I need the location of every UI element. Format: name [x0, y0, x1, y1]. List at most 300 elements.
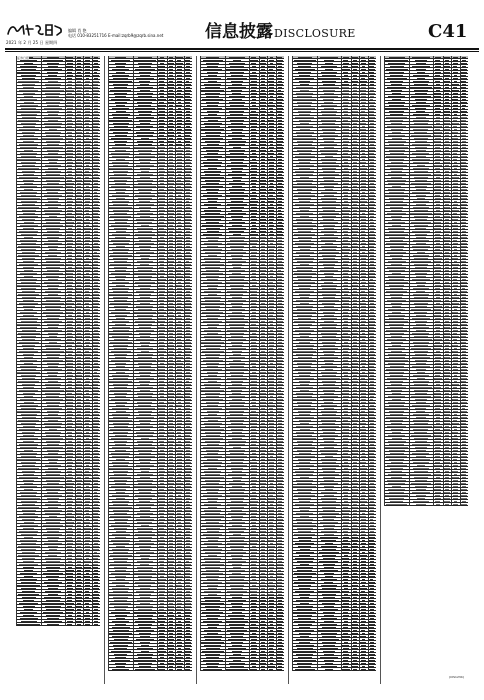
table-cell — [76, 123, 82, 125]
table-cell — [67, 300, 72, 302]
table-cell — [66, 90, 74, 92]
table-cell — [114, 606, 128, 608]
table-cell — [141, 525, 149, 527]
table-column-divider — [83, 56, 84, 626]
table-cell — [202, 312, 223, 314]
section-title-cn: 信息披露 — [205, 22, 273, 42]
table-cell — [185, 642, 191, 644]
table-cell — [158, 192, 166, 194]
table-cell — [342, 297, 350, 299]
table-cell — [22, 552, 35, 554]
table-cell — [185, 75, 192, 77]
table-cell — [251, 381, 257, 383]
table-cell — [277, 264, 284, 266]
table-cell — [208, 288, 217, 290]
table-cell — [353, 261, 356, 263]
table-cell — [260, 363, 266, 365]
table-cell — [369, 120, 374, 122]
table-cell — [110, 564, 130, 566]
table-cell — [370, 231, 374, 233]
table-cell — [361, 306, 366, 308]
table-cell — [169, 150, 174, 152]
table-cell — [352, 159, 358, 161]
table-cell — [251, 183, 256, 185]
table-cell — [115, 489, 127, 491]
table-cell — [168, 576, 173, 578]
table-cell — [250, 471, 257, 473]
table-cell — [318, 378, 339, 380]
table-cell — [112, 636, 128, 638]
table-cell — [208, 555, 217, 557]
table-cell — [85, 171, 89, 173]
table-cell — [342, 87, 349, 89]
table-cell — [260, 561, 266, 563]
table-cell — [22, 471, 35, 473]
table-cell — [251, 324, 256, 326]
table-cell — [94, 69, 98, 71]
table-cell — [277, 138, 283, 140]
table-cell — [295, 330, 314, 332]
table-cell — [66, 270, 74, 272]
table-cell — [19, 129, 39, 131]
table-cell — [169, 177, 174, 179]
table-cell — [277, 69, 282, 71]
table-cell — [177, 546, 183, 548]
table-cell — [116, 579, 125, 581]
table-cell — [295, 69, 315, 71]
table-cell — [85, 90, 89, 92]
table-cell — [251, 477, 256, 479]
table-cell — [112, 621, 130, 623]
table-cell — [204, 504, 221, 506]
table-cell — [92, 159, 99, 161]
table-cell — [250, 291, 257, 293]
table-cell — [77, 459, 81, 461]
table-cell — [226, 69, 247, 71]
table-cell — [159, 519, 165, 521]
table-cell — [269, 468, 275, 470]
table-cell — [109, 120, 132, 122]
table-cell — [269, 138, 274, 140]
table-cell — [251, 57, 256, 59]
table-cell — [370, 225, 374, 227]
table-cell — [67, 420, 72, 422]
table-cell — [84, 315, 90, 317]
table-cell — [277, 282, 282, 284]
table-cell — [134, 99, 156, 101]
table-cell — [176, 396, 183, 398]
table-cell — [67, 600, 72, 602]
table-cell — [85, 231, 91, 233]
table-cell — [269, 87, 273, 89]
table-cell — [206, 57, 218, 59]
table-cell — [85, 111, 91, 113]
table-cell — [177, 312, 181, 314]
table-cell — [136, 591, 154, 593]
table-cell — [94, 78, 98, 80]
table-cell — [206, 222, 220, 224]
table-cell — [251, 237, 256, 239]
table-cell — [323, 225, 335, 227]
table-cell — [168, 522, 173, 524]
table-cell — [93, 555, 99, 557]
table-cell — [278, 255, 282, 257]
table-cell — [278, 366, 282, 368]
table-cell — [85, 216, 89, 218]
table-cell — [352, 315, 359, 317]
table-cell — [269, 447, 273, 449]
table-cell — [276, 597, 283, 599]
table-cell — [67, 591, 72, 593]
table-cell — [278, 396, 282, 398]
table-cell — [260, 393, 266, 395]
table-cell — [67, 588, 73, 590]
table-cell — [134, 147, 155, 149]
table-cell — [177, 633, 183, 635]
table-cell — [139, 507, 151, 509]
table-cell — [260, 111, 265, 113]
table-cell — [186, 339, 190, 341]
table-cell — [18, 546, 40, 548]
table-cell — [362, 165, 366, 167]
table-cell — [278, 588, 282, 590]
table-cell — [17, 498, 40, 500]
table-cell — [94, 231, 98, 233]
table-cell — [185, 648, 190, 650]
table-cell — [158, 318, 166, 320]
table-cell — [229, 576, 245, 578]
table-cell — [277, 621, 283, 623]
table-cell — [296, 345, 314, 347]
table-cell — [76, 84, 82, 86]
table-cell — [115, 222, 127, 224]
table-cell — [86, 552, 90, 554]
table-cell — [112, 75, 129, 77]
table-cell — [270, 237, 274, 239]
table-cell — [23, 228, 34, 230]
table-cell — [361, 270, 365, 272]
table-cell — [185, 255, 192, 257]
table-cell — [277, 225, 283, 227]
table-cell — [261, 621, 265, 623]
table-cell — [159, 81, 164, 83]
table-cell — [77, 72, 81, 74]
table-cell — [168, 180, 174, 182]
table-cell — [140, 288, 151, 290]
table-cell — [23, 315, 33, 317]
table-cell — [43, 447, 62, 449]
table-cell — [322, 123, 335, 125]
table-cell — [159, 117, 165, 119]
table-cell — [168, 78, 174, 80]
table-cell — [352, 318, 358, 320]
table-cell — [44, 117, 61, 119]
table-cell — [203, 108, 222, 110]
table-cell — [269, 426, 274, 428]
table-cell — [260, 183, 266, 185]
table-cell — [77, 276, 82, 278]
table-cell — [278, 633, 282, 635]
table-cell — [261, 645, 264, 647]
table-cell — [158, 495, 165, 497]
table-cell — [77, 60, 81, 62]
table-cell — [20, 486, 37, 488]
table-cell — [228, 141, 245, 143]
table-cell — [227, 291, 247, 293]
table-cell — [112, 549, 129, 551]
table-cell — [207, 624, 219, 626]
table-cell — [20, 273, 37, 275]
table-cell — [268, 366, 274, 368]
table-cell — [159, 267, 164, 269]
table-cell — [250, 234, 258, 236]
table-cell — [361, 96, 365, 98]
table-cell — [177, 78, 181, 80]
table-cell — [178, 435, 181, 437]
table-cell — [321, 285, 337, 287]
table-cell — [252, 399, 256, 401]
table-cell — [360, 81, 366, 83]
table-cell — [67, 165, 72, 167]
table-cell — [85, 384, 89, 386]
table-cell — [228, 228, 245, 230]
table-cell — [278, 129, 282, 131]
table-cell — [207, 246, 218, 248]
table-cell — [203, 321, 222, 323]
table-cell — [261, 459, 266, 461]
table-cell — [116, 318, 126, 320]
table-cell — [93, 423, 99, 425]
table-cell — [361, 222, 366, 224]
table-cell — [342, 210, 350, 212]
table-cell — [158, 321, 165, 323]
table-cell — [277, 357, 282, 359]
table-cell — [369, 156, 375, 158]
table-cell — [344, 108, 348, 110]
table-cell — [185, 480, 190, 482]
table-cell — [116, 111, 126, 113]
table-cell — [66, 216, 74, 218]
table-cell — [169, 381, 173, 383]
table-cell — [169, 507, 173, 509]
table-cell — [85, 342, 89, 344]
table-cell — [114, 126, 128, 128]
table-cell — [159, 402, 164, 404]
table-cell — [68, 528, 72, 530]
table-cell — [158, 288, 165, 290]
table-cell — [343, 363, 349, 365]
table-cell — [139, 372, 152, 374]
table-cell — [110, 429, 132, 431]
table-cell — [185, 354, 190, 356]
table-cell — [370, 270, 374, 272]
table-cell — [269, 102, 273, 104]
table-cell — [277, 363, 282, 365]
table-cell — [77, 225, 81, 227]
table-cell — [177, 417, 182, 419]
table-cell — [207, 231, 219, 233]
table-cell — [294, 234, 315, 236]
table-cell — [295, 156, 315, 158]
table-cell — [169, 108, 173, 110]
table-cell — [323, 351, 335, 353]
table-cell — [177, 393, 181, 395]
table-cell — [84, 609, 90, 611]
table-cell — [112, 321, 130, 323]
table-cell — [135, 495, 155, 497]
table-cell — [23, 135, 33, 137]
table-cell — [77, 594, 80, 596]
table-cell — [77, 555, 82, 557]
table-cell — [324, 315, 333, 317]
table-cell — [139, 327, 151, 329]
table-cell — [233, 354, 241, 356]
table-cell — [250, 627, 258, 629]
table-cell — [159, 510, 165, 512]
table-cell — [20, 147, 36, 149]
table-cell — [159, 120, 164, 122]
table-cell — [158, 375, 165, 377]
table-cell — [158, 138, 166, 140]
table-cell — [137, 513, 154, 515]
table-cell — [251, 174, 257, 176]
table-cell — [76, 549, 82, 551]
table-cell — [169, 546, 173, 548]
table-cell — [48, 327, 58, 329]
table-cell — [116, 585, 126, 587]
table-cell — [208, 120, 218, 122]
table-cell — [206, 528, 220, 530]
table-cell — [323, 171, 335, 173]
table-cell — [208, 75, 217, 77]
table-cell — [94, 528, 98, 530]
table-cell — [269, 210, 274, 212]
table-cell — [251, 603, 256, 605]
table-cell — [110, 555, 132, 557]
table-cell — [67, 513, 72, 515]
table-cell — [139, 246, 151, 248]
table-cell — [370, 99, 373, 101]
table-cell — [269, 384, 274, 386]
table-cell — [22, 591, 35, 593]
table-cell — [251, 294, 257, 296]
table-cell — [277, 195, 282, 197]
table-cell — [260, 387, 266, 389]
table-cell — [343, 309, 349, 311]
table-cell — [204, 465, 220, 467]
table-cell — [114, 213, 128, 215]
table-cell — [138, 483, 152, 485]
table-cell — [278, 201, 282, 203]
table-cell — [232, 312, 242, 314]
table-cell — [85, 429, 89, 431]
table-cell — [159, 654, 164, 656]
table-cell — [168, 504, 174, 506]
table-cell — [66, 522, 74, 524]
table-cell — [269, 669, 273, 671]
table-cell — [177, 429, 182, 431]
table-cell — [353, 342, 358, 344]
table-cell — [94, 552, 97, 554]
table-cell — [260, 276, 266, 278]
table-cell — [251, 489, 256, 491]
table-cell — [269, 378, 274, 380]
table-cell — [251, 435, 256, 437]
table-cell — [343, 63, 349, 65]
masthead — [0, 0, 484, 48]
table-cell — [261, 279, 266, 281]
table-cell — [277, 612, 283, 614]
table-cell — [206, 228, 220, 230]
table-cell — [203, 660, 223, 662]
table-cell — [169, 516, 172, 518]
table-cell — [113, 204, 128, 206]
table-cell — [278, 327, 282, 329]
table-cell — [251, 438, 256, 440]
table-column-divider — [41, 56, 42, 626]
table-cell — [77, 624, 81, 626]
table-cell — [169, 75, 173, 77]
table-cell — [24, 570, 33, 572]
table-cell — [168, 339, 174, 341]
table-cell — [269, 315, 273, 317]
table-cell — [159, 222, 164, 224]
table-cell — [277, 402, 282, 404]
table-cell — [86, 213, 89, 215]
table-cell — [362, 120, 365, 122]
table-cell — [168, 126, 174, 128]
table-cell — [269, 171, 274, 173]
table-cell — [86, 186, 89, 188]
table-cell — [260, 126, 267, 128]
table-cell — [93, 606, 98, 608]
table-cell — [269, 375, 275, 377]
table-cell — [138, 237, 152, 239]
table-cell — [116, 459, 125, 461]
table-cell — [186, 201, 189, 203]
table-cell — [168, 465, 174, 467]
table-cell — [230, 285, 245, 287]
table-cell — [269, 555, 275, 557]
table-cell — [370, 177, 374, 179]
table-cell — [94, 237, 98, 239]
table-cell — [169, 159, 173, 161]
table-cell — [21, 621, 37, 623]
table-cell — [297, 348, 313, 350]
table-cell — [230, 114, 243, 116]
table-cell — [176, 363, 182, 365]
table-cell — [270, 270, 274, 272]
table-cell — [160, 276, 164, 278]
table-cell — [169, 501, 173, 503]
table-cell — [260, 531, 265, 533]
table-cell — [277, 57, 282, 59]
table-cell — [186, 165, 190, 167]
table-cell — [24, 483, 33, 485]
table-cell — [77, 348, 82, 350]
table-cell — [186, 327, 190, 329]
table-cell — [204, 165, 220, 167]
table-cell — [111, 312, 130, 314]
table-cell — [185, 273, 190, 275]
table-cell — [46, 576, 59, 578]
table-cell — [250, 75, 257, 77]
table-cell — [77, 579, 81, 581]
table-cell — [159, 93, 164, 95]
table-cell — [322, 75, 336, 77]
table-cell — [369, 294, 374, 296]
table-cell — [269, 603, 274, 605]
